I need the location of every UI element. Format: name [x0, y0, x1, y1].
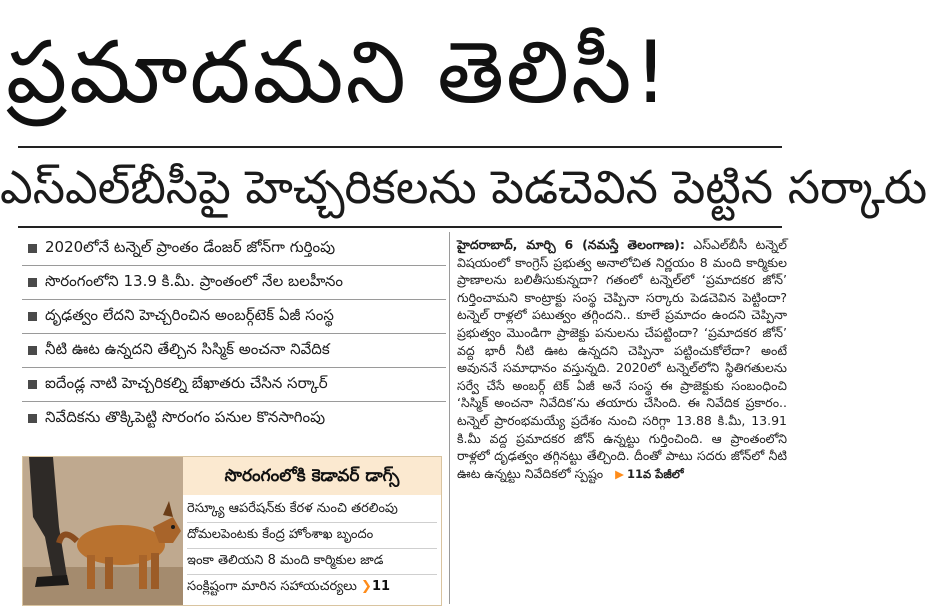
highlights-list [22, 232, 446, 435]
highlight-text: నివేదికను తొక్కిపెట్టి సొరంగం పనుల కొనసాగింపు [45, 407, 326, 426]
sidebar-box [22, 456, 442, 606]
article-body [457, 236, 787, 483]
bullet-square-icon [28, 346, 37, 355]
bullet-square-icon [28, 278, 37, 287]
subheadline-divider [18, 226, 782, 228]
sidebar-line-last [187, 575, 437, 600]
highlight-text: సొరంగంలోని 13.9 కి.మీ. ప్రాంతంలో నేల బలహీనం [45, 271, 344, 290]
bullet-square-icon [28, 244, 37, 253]
sidebar-line-text: సంక్లిష్టంగా మారిన సహాయచర్యలు [187, 579, 357, 594]
highlight-text: దృఢత్వం లేదని హెచ్చరించిన అంబర్గ్‌టెక్‌ ఏజీ సంస్థ [45, 305, 334, 324]
bullet-square-icon [28, 380, 37, 389]
article-text: ఎస్‌ఎల్‌బీసీ టన్నెల్‌ విషయంలో కాంగ్రెస్‌ ప్రభుత్వ అనాలోచిత నిర్ణయం 8 మంది కార్మికుల ప్రాణాలను బలితీసుకున్నదా? గతంలో టన్నెల్‌లో ‘ప్రమాదకర జోన్‌’ గుర్తించామని కాంట్రాక్టు సంస్థ చెప్పినా సర్కారు పెడచెవిన పెట్టిందా? టన్నెల్‌ రాళ్లలో పటుత్వం తగ్గిందని.. కూలే ప్రమాదం ఉందని చెప్పినా ప్రభుత్వం మొండిగా ప్రాజెక్టు పనులను చేపట్టిందా? ‘ప్రమాదకర జోన్‌’ వద్ద భారీ నీటి ఊట ఉన్నదని చెప్పినా పట్టించుకోలేదా? అంటే అవుననే సమాధానం వస్తున్నది. 2020లో టన్నెల్‌లోని స్థితిగతులను సర్వే చేసే అంబర్గ్‌ టెక్‌ ఏజీ అనే సంస్థ ఈ ప్రాజెక్టుకు సంబంధించి ‘సిస్మిక్‌ అంచనా నివేదిక’ను తయారు చేసింది. ఈ నివేదిక ప్రకారం.. టన్నెల్‌ ప్రారంభమయ్యే ప్రదేశం నుంచి సరిగ్గా 13.88 కి.మీ, 13.91 కి.మీ వద్ద ప్రమాదకర జోన్‌ ఉన్నట్టు గుర్తించింది. ఆ ప్రాంతంలోని రాళ్లలో దృఢత్వం తగ్గినట్టు తేల్చింది. దీంతో పాటు సదరు జోన్‌లో నీటి ఊట ఉన్నట్టు నివేదికలో స్పష్టం [457, 237, 787, 481]
bullet-square-icon [28, 414, 37, 423]
bullet-square-icon [28, 312, 37, 321]
chevron-right-icon: ❯ [361, 579, 372, 594]
highlight-item [22, 402, 446, 435]
page-number: 11 [371, 579, 391, 594]
sidebar-line: రెస్క్యూ ఆపరేషన్‌కు కేరళ నుంచి తరలింపు [187, 497, 437, 523]
dog-illustration [23, 457, 183, 605]
sidebar-heading: సొరంగంలోకి కెడావర్‌ డాగ్స్‌ [183, 457, 441, 495]
headline-divider [18, 146, 782, 148]
highlight-item [22, 300, 446, 334]
highlight-text: 2020లోనే టన్నెల్‌ ప్రాంతం డేంజర్‌ జోన్‌గా గుర్తింపు [45, 237, 336, 256]
sidebar-lines [187, 497, 437, 600]
continued-reference [615, 466, 683, 484]
highlight-item [22, 368, 446, 402]
sidebar-line: ఇంకా తెలియని 8 మంది కార్మికుల జాడ [187, 549, 437, 575]
sidebar-line: దోమలపెంటకు కేంద్ర హోంశాఖ బృందం [187, 523, 437, 549]
dateline: హైదరాబాద్‌, మార్చి 6 (నమస్తే తెలంగాణ): [457, 237, 685, 252]
dog-photo [23, 457, 183, 605]
triangle-right-icon: ▶ [615, 466, 624, 481]
continued-text: 11వ పేజీలో [626, 466, 684, 481]
highlight-item [22, 334, 446, 368]
page-reference [361, 579, 390, 594]
highlight-item [22, 232, 446, 266]
highlight-text: ఐదేండ్ల నాటి హెచ్చరికల్ని బేఖాతరు చేసిన సర్కార్‌ [45, 373, 328, 392]
highlight-item [22, 266, 446, 300]
highlight-text: నీటి ఊట ఉన్నదని తేల్చిన సిస్మిక్‌ అంచనా నివేదిక [45, 339, 330, 358]
headline: ప్రమాదమని తెలిసీ! [6, 23, 670, 123]
subheadline: ఎస్‌ఎల్‌బీసీపై హెచ్చరికలను పెడచెవిన పెట్టిన సర్కారు [0, 160, 927, 214]
column-divider [449, 232, 450, 604]
